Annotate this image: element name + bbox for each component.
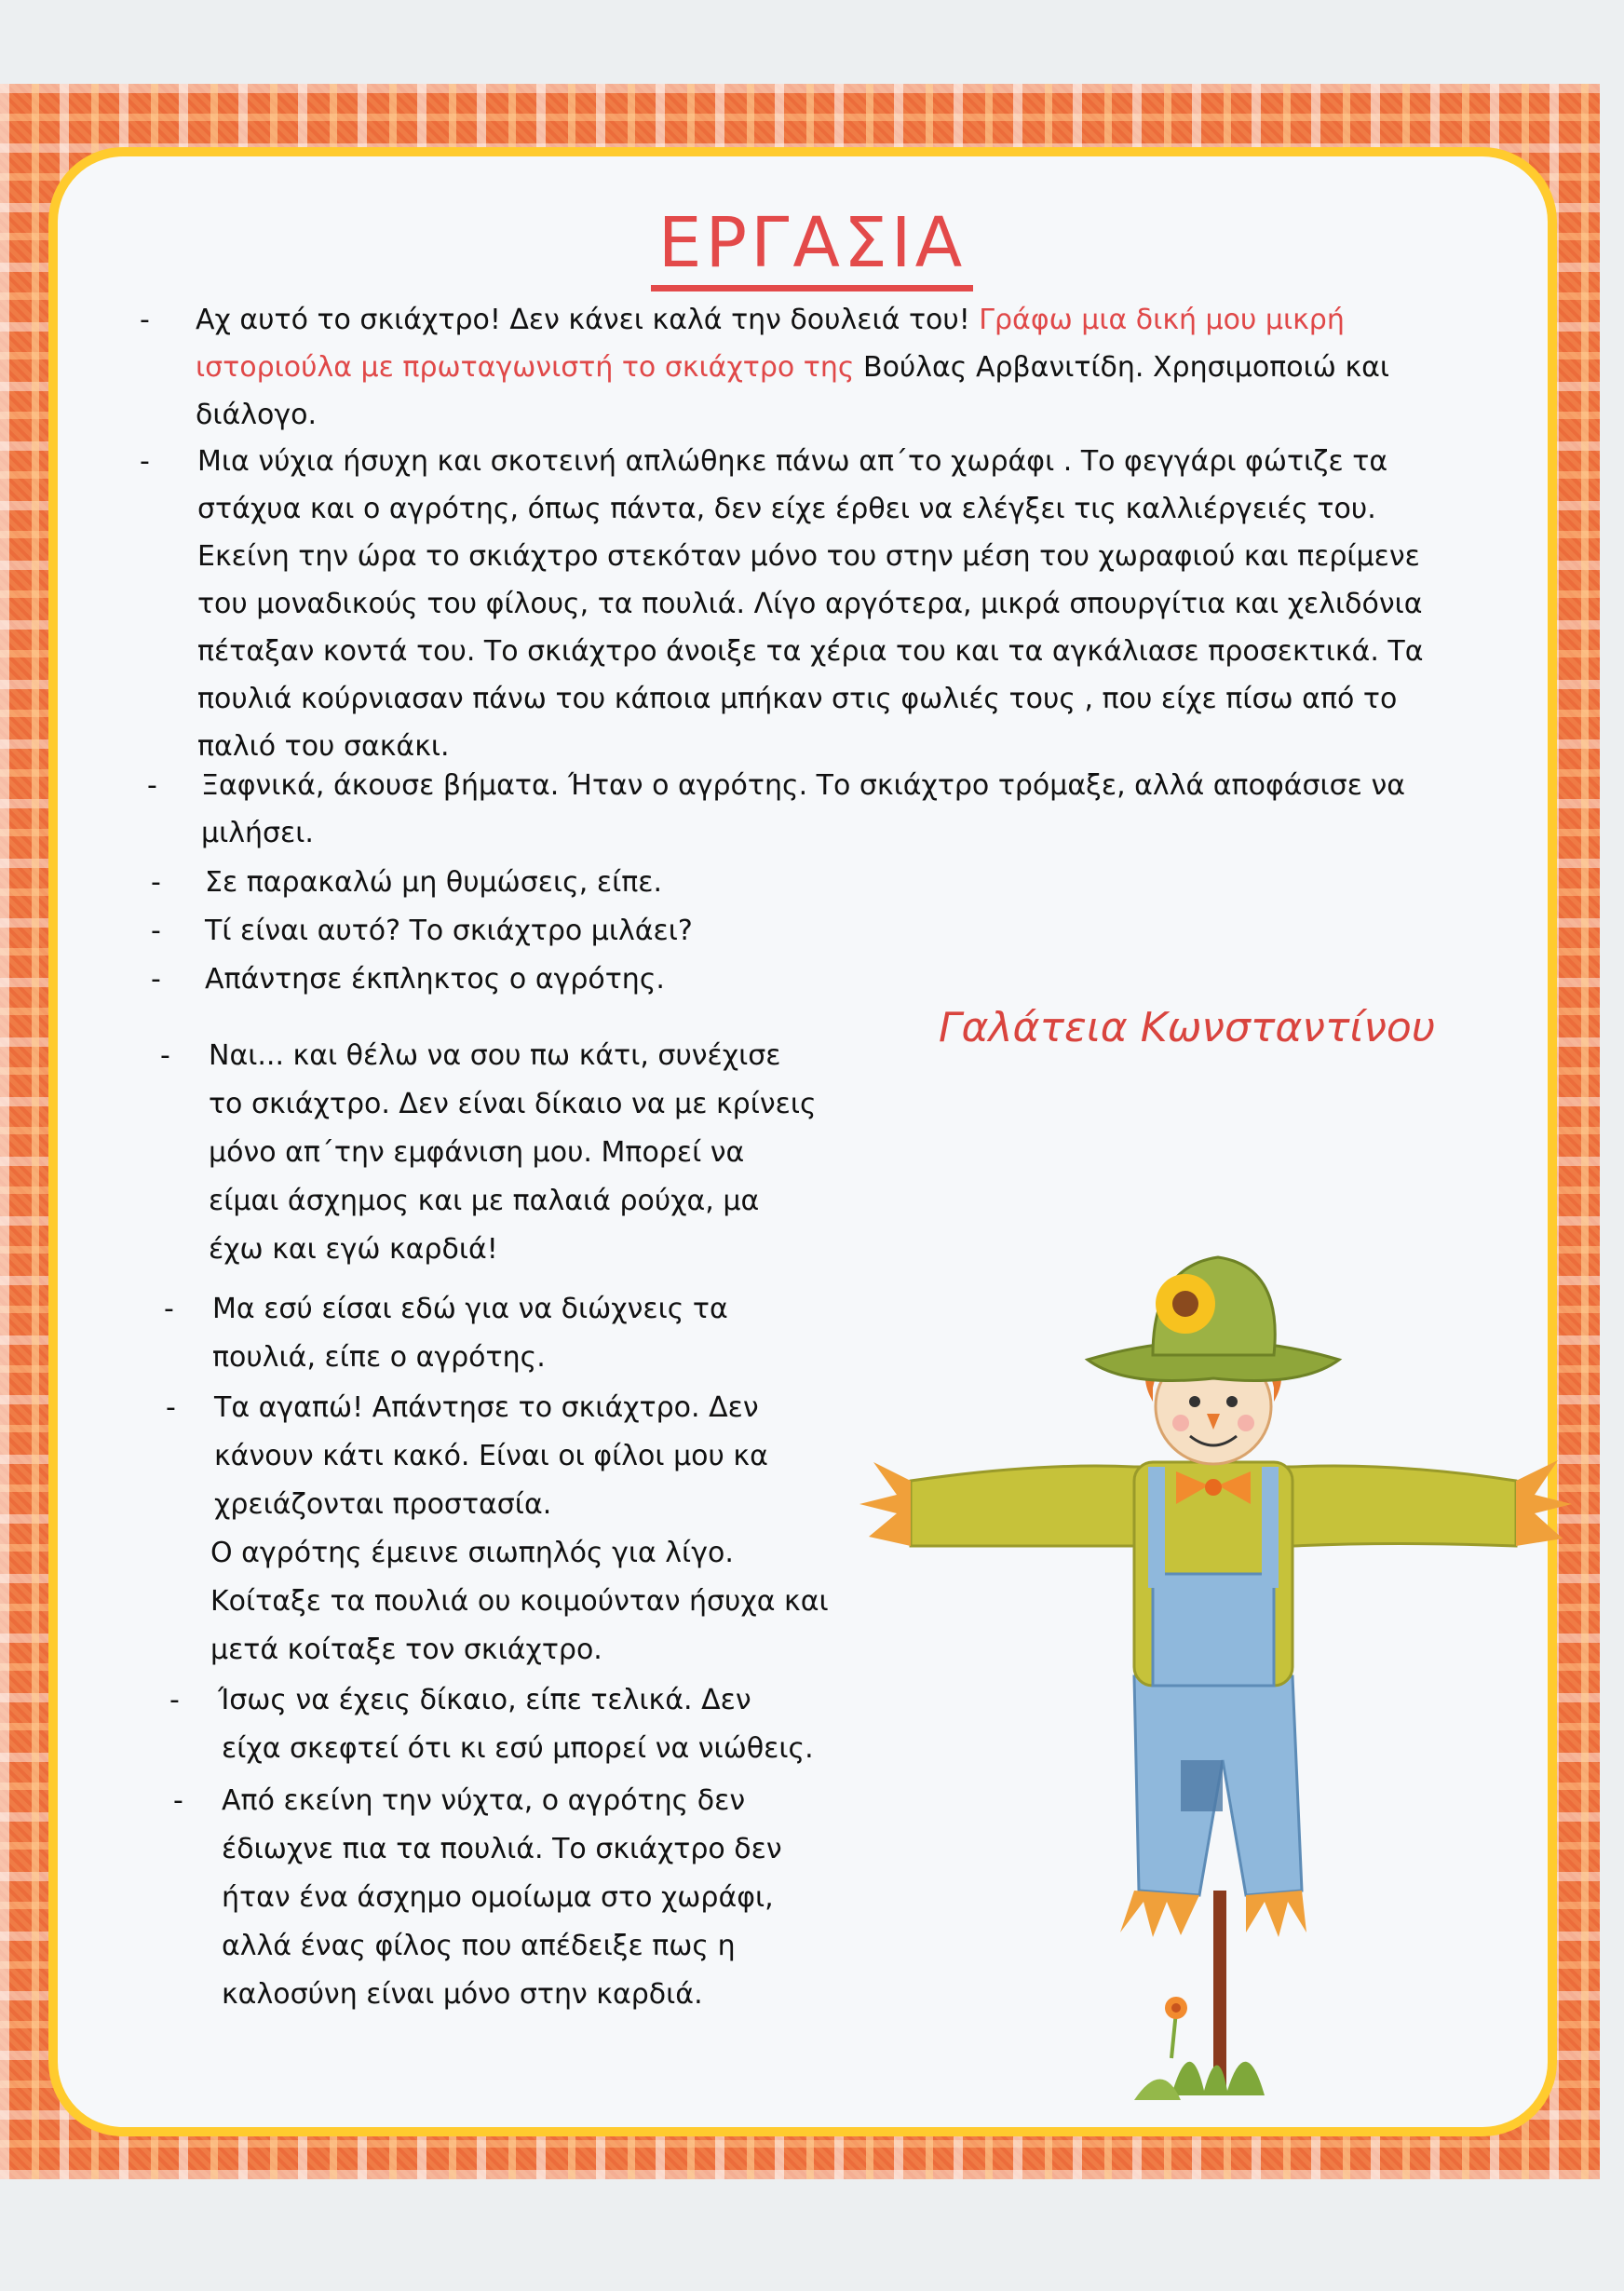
intro-text: διάλογο. — [196, 399, 318, 431]
grass — [1134, 2062, 1265, 2100]
story-line: παλιό του σακάκι. — [197, 730, 450, 763]
dialog-line: Μα εσύ είσαι εδώ για να διώχνεις τα — [212, 1293, 728, 1325]
dialog-line: Ο αγρότης έμεινε σιωπηλός για λίγο. — [210, 1537, 734, 1569]
story-line: του μοναδικούς του φίλους, τα πουλιά. Λίγο αργότερα, μικρά σπουργίτια και χελιδόνια — [197, 588, 1423, 620]
dialog-line: πουλιά, είπε ο αγρότης. — [212, 1341, 546, 1374]
flower-icon — [1165, 1997, 1187, 2058]
intro-highlight: Γράφω μια δική μου μικρή — [979, 304, 1345, 336]
story-line: Μια νύχια ήσυχη και σκοτεινή απλώθηκε πάνω απ΄το χωράφι . Το φεγγάρι φώτιζε τα — [197, 445, 1388, 478]
story-line: πουλιά κούρνιασαν πάνω του κάποια μπήκαν στις φωλιές τους , που είχε πίσω από το — [197, 683, 1398, 715]
dash-marker: - — [151, 915, 161, 947]
dash-marker: - — [140, 445, 150, 478]
dialog-line: μόνο απ΄την εμφάνιση μου. Μπορεί να — [209, 1136, 745, 1169]
dialog-line: Κοίταξε τα πουλιά ου κοιμούνταν ήσυχα και — [210, 1585, 829, 1618]
straw-right — [1246, 1891, 1306, 1937]
strap-right — [1262, 1467, 1279, 1588]
page-title: ΕΡΓΑΣΙΑ — [0, 203, 1624, 291]
dialog-line: Σε παρακαλώ μη θυμώσεις, είπε. — [205, 866, 663, 899]
dash-marker: - — [140, 304, 150, 336]
dash-marker: - — [173, 1784, 183, 1817]
eye-right — [1226, 1396, 1238, 1407]
dialog-line: το σκιάχτρο. Δεν είναι δίκαιο να με κρίνεις — [209, 1088, 817, 1120]
dialog-line: έχω και εγώ καρδιά! — [209, 1233, 498, 1266]
story-line: Εκείνη την ώρα το σκιάχτρο στεκόταν μόνο του στην μέση του χωραφιού και περίμενε — [197, 540, 1420, 573]
intro-highlight: ιστοριούλα με πρωταγωνιστή το σκιάχτρο της — [196, 351, 863, 384]
dialog-line: Τί είναι αυτό? Το σκιάχτρο μιλάει? — [205, 915, 693, 947]
sunflower-icon — [1156, 1274, 1215, 1334]
dialog-line: μετά κοίταξε τον σκιάχτρο. — [210, 1634, 602, 1666]
scarecrow-illustration — [855, 1239, 1590, 2123]
dialog-line: κάνουν κάτι κακό. Είναι οι φίλοι μου κα — [214, 1440, 768, 1472]
dash-marker: - — [169, 1684, 180, 1716]
story-line: πέταξαν κοντά του. Το σκιάχτρο άνοιξε τα χέρια του και τα αγκάλιασε προσεκτικά. Τα — [197, 635, 1424, 668]
dash-marker: - — [166, 1391, 176, 1424]
intro-text: Βούλας Αρβανιτίδη. Χρησιμοποιώ και — [862, 351, 1390, 384]
dialog-line: είχα σκεφτεί ότι κι εσύ μπορεί να νιώθεις. — [222, 1732, 814, 1765]
author-name: Γαλάτεια Κωνσταντίνου — [939, 1004, 1436, 1051]
dialog-line: αλλά ένας φίλος που απέδειξε πως η — [222, 1930, 736, 1962]
dialog-line: Ναι... και θέλω να σου πω κάτι, συνέχισε — [209, 1039, 781, 1072]
dialog-line: Από εκείνη την νύχτα, ο αγρότης δεν — [222, 1784, 746, 1817]
straw-left — [1120, 1891, 1199, 1937]
dash-marker: - — [160, 1039, 170, 1072]
dialog-line: καλοσύνη είναι μόνο στην καρδιά. — [222, 1978, 703, 2011]
dash-marker: - — [147, 769, 157, 802]
pole — [1213, 1891, 1226, 2086]
dialog-line: έδιωχνε πια τα πουλιά. Το σκιάχτρο δεν — [222, 1833, 782, 1865]
dash-marker: - — [164, 1293, 174, 1325]
straw-hand-right — [1516, 1460, 1572, 1546]
dialog-line: χρειάζονται προστασία. — [214, 1488, 552, 1521]
eye-left — [1189, 1396, 1200, 1407]
story-line: στάχυα και ο αγρότης, όπως πάντα, δεν είχε έρθει να ελέγξει τις καλλιέργειές του. — [197, 493, 1376, 525]
story-line: Ξαφνικά, άκουσε βήματα. Ήταν ο αγρότης. Το σκιάχτρο τρόμαξε, αλλά αποφάσισε να — [201, 769, 1405, 802]
dialog-line: Απάντησε έκπληκτος ο αγρότης. — [205, 963, 665, 996]
overalls-bib — [1153, 1574, 1274, 1686]
story-line: μιλήσει. — [201, 817, 314, 849]
dash-marker: - — [151, 963, 161, 996]
dialog-line: Ίσως να έχεις δίκαιο, είπε τελικά. Δεν — [218, 1684, 751, 1716]
patch — [1181, 1760, 1223, 1811]
intro-text: Αχ αυτό το σκιάχτρο! Δεν κάνει καλά την δουλειά του! — [196, 304, 980, 336]
straw-hand-left — [859, 1462, 911, 1546]
strap-left — [1148, 1467, 1165, 1588]
dialog-line: Τα αγαπώ! Απάντησε το σκιάχτρο. Δεν — [214, 1391, 759, 1424]
dash-marker: - — [151, 866, 161, 899]
dialog-line: ήταν ένα άσχημο ομοίωμα στο χωράφι, — [222, 1881, 774, 1914]
dialog-line: είμαι άσχημος και με παλαιά ρούχα, μα — [209, 1185, 760, 1217]
